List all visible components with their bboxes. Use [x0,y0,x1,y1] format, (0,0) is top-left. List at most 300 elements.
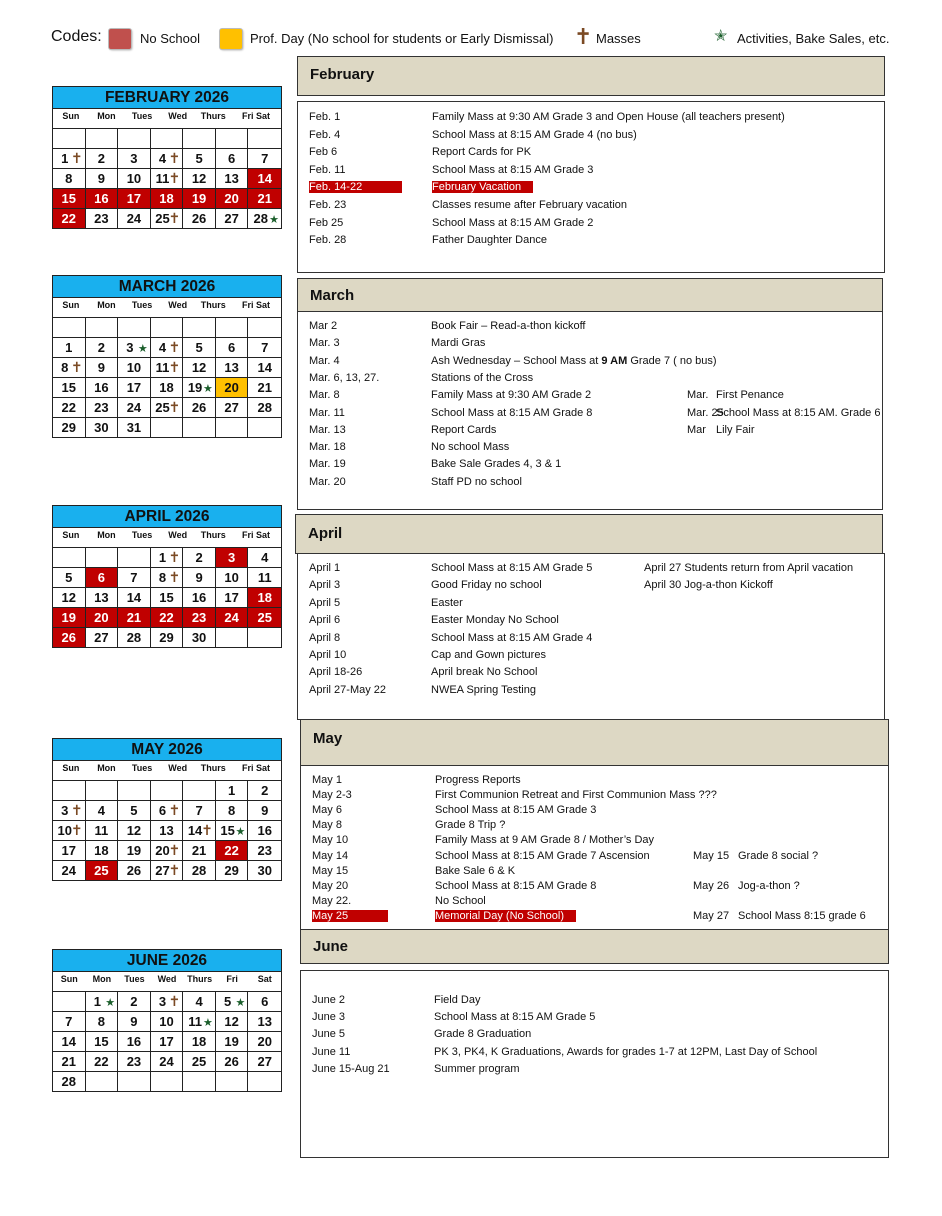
section-header-april [295,514,883,554]
day-number: 13 [257,1014,272,1029]
calendar-day [248,992,281,1012]
event-row [309,424,869,438]
calendar-day [86,861,119,881]
day-number: 21 [257,380,272,395]
day-number: 29 [159,630,174,645]
calendar-day [183,318,216,338]
day-number: 22 [61,211,77,226]
day-number: 20 [94,610,109,625]
day-number: 11 [94,823,109,838]
day-number: 27 [94,630,109,645]
event-date: Mar. 6, 13, 27. [309,371,380,384]
day-number: 18 [159,380,174,395]
event-text-secondary: Grade 8 social ? [738,849,819,862]
calendar-day [53,588,86,608]
calendar-day [151,358,184,378]
event-date: Feb. 11 [309,163,346,176]
event-text-part: Grade 7 ( no bus) [627,354,717,367]
event-date-secondary: May 27 [693,909,730,922]
day-number: 30 [191,630,207,645]
day-number: 10 [126,360,142,375]
day-number: 28 [61,1074,77,1089]
calendar-day [248,1012,281,1032]
event-date: June 11 [312,1045,351,1058]
calendar-day [86,1052,119,1072]
day-number: 29 [61,420,77,435]
weekday-label: Mon [97,111,116,121]
day-number: 26 [61,630,77,645]
calendar-day [151,1032,184,1052]
day-number: 20 [224,191,239,206]
calendar-day [151,418,184,438]
weekday-label: Wed [168,111,188,121]
day-number: 3 [126,340,134,355]
event-date: Feb. 1 [309,111,341,123]
calendar-day [118,338,151,358]
weekday-label: Mon [97,763,116,773]
day-number: 25 [94,863,109,878]
event-text-part: Stations of the Cross [431,371,534,384]
calendar-day [151,608,184,628]
event-text-part: Family Mass at 9 AM Grade 8 / Mother’s Day [435,834,655,847]
event-text-secondary: April 30 Jog-a-thon Kickoff [644,579,773,592]
event-text-part: Bake Sale 6 & K [435,864,516,877]
section-february [297,101,885,273]
event-text-part: First Communion Retreat and First Communion Mass ??? [435,789,717,802]
event-text-part: PK 3, PK4, K Graduations, Awards for grades 1-7 at 12PM, Last Day of School [434,1045,818,1058]
event-text [431,458,561,470]
star-icon: ★ [137,343,148,355]
event-text-part: Progress Reports [435,774,521,786]
event-text [432,217,593,229]
event-text-part: NWEA Spring Testing [431,683,536,696]
section-header-may [300,719,889,766]
event-text [432,129,637,141]
event-text [431,597,463,609]
cross-icon: ✝ [70,150,83,166]
cross-icon: ✝ [201,822,213,838]
calendar-day [151,149,184,169]
calendar-day [151,781,184,801]
day-number: 28 [257,400,272,415]
calendar-day [183,588,216,608]
event-text [434,1028,531,1040]
day-number: 8 [65,171,73,186]
calendar-day [151,821,184,841]
calendar-day [183,821,216,841]
calendar-day [216,781,249,801]
event-date: Mar. 19 [309,458,346,471]
codes-label: Codes: [51,28,102,45]
day-number: 22 [61,400,77,415]
event-text [435,910,576,922]
day-number: 16 [257,823,272,838]
calendar-day [248,821,281,841]
section-header-february [297,56,885,96]
event-date: April 5 [309,596,341,609]
day-number: 2 [261,783,269,798]
event-date: Mar. 13 [309,423,346,436]
weekday-label: Tues [131,300,153,310]
calendar-june [52,949,282,1092]
day-number: 2 [97,151,105,166]
calendar-day [86,801,119,821]
weekday-label: Wed [157,974,177,984]
cross-icon: ✝ [168,862,181,878]
day-number: 14 [126,590,142,605]
calendar-day [248,318,281,338]
day-number: 1 [61,151,69,166]
event-text-part: Grade 8 Graduation [434,1028,532,1041]
day-number: 7 [261,340,269,355]
activities-label: Activities, Bake Sales, etc. [737,31,890,46]
day-number: 15 [61,191,77,206]
event-row [309,684,869,698]
event-row [309,562,869,576]
event-date: May 15 [312,864,349,877]
weekday-label: Thurs [200,300,226,310]
calendar-day [151,841,184,861]
calendar-day [216,588,249,608]
event-row [312,1011,872,1025]
calendar-day [53,841,86,861]
day-number: 29 [224,863,239,878]
cross-icon: ✝ [168,842,181,858]
day-number: 12 [191,360,207,375]
day-number: 17 [224,590,239,605]
weekday-header [53,528,281,548]
calendar-day [151,209,184,229]
calendar-day [151,318,184,338]
calendar-day [248,548,281,568]
event-text-part: School Mass at 8:15 AM Grade 4 (no bus) [432,128,637,141]
event-row [309,389,869,403]
event-row [312,834,872,848]
event-row [312,1063,872,1077]
calendar-day [53,149,86,169]
calendar-day [118,169,151,189]
calendar-day [183,548,216,568]
event-text-part: Cap and Gown pictures [431,649,546,661]
weekday-header [53,972,281,992]
calendar-day [53,1012,86,1032]
section-title: May [313,730,343,747]
calendar-day [53,861,86,881]
calendar-day [86,129,119,149]
day-number: 17 [61,843,77,858]
event-date: June 2 [312,994,346,1006]
day-number: 3 [228,550,236,565]
event-text [431,649,546,661]
day-number: 4 [261,550,269,565]
event-text-part: Easter [431,596,463,609]
event-date: May 25 [312,910,388,922]
weekday-label: Tues [131,111,153,121]
day-number: 6 [228,340,236,355]
calendar-day [183,608,216,628]
day-number: 12 [224,1014,239,1029]
day-number: 22 [94,1054,109,1069]
calendar-day [248,861,281,881]
event-text-part: No School [435,894,486,907]
calendar-title: MAY 2026 [53,738,281,761]
event-text [431,424,496,436]
calendar-day [151,992,184,1012]
day-number: 1 [93,994,101,1009]
calendar-day [118,821,151,841]
calendar-february [52,86,282,229]
star-icon: ★ [202,1017,213,1029]
calendar-day [86,628,119,648]
calendar-day [53,169,86,189]
day-number: 18 [94,843,109,858]
day-number: 6 [158,803,167,818]
calendar-day [248,398,281,418]
weekday-label: Mon [97,300,116,310]
event-text-secondary: School Mass 8:15 grade 6 [738,909,866,922]
calendar-day [118,548,151,568]
calendar-day [183,338,216,358]
event-text [435,850,650,862]
event-text [432,199,627,211]
calendar-day [216,801,249,821]
event-text-part: School Mass at 8:15 AM Grade 8 [435,879,597,892]
day-number: 17 [126,380,142,395]
cross-icon: ✝ [168,170,181,186]
event-date: May 10 [312,834,349,847]
weekday-label: Fri [226,974,238,984]
event-row [309,476,869,490]
event-text-part: April break No School [431,666,538,679]
calendar-day [86,1012,119,1032]
event-text [432,111,785,123]
event-date: June 5 [312,1028,346,1041]
day-number: 18 [257,590,272,605]
calendar-day [183,1012,216,1032]
no-school-swatch [109,29,131,49]
day-number: 5 [130,803,138,818]
event-text-secondary: Lily Fair [716,423,755,436]
event-date: May 6 [312,804,342,817]
day-number: 4 [195,994,203,1009]
section-title: February [310,66,375,83]
calendar-day [151,189,184,209]
day-number: 21 [126,610,142,625]
event-row [312,910,872,924]
event-row [309,129,869,143]
event-date-secondary: May 15 [693,849,730,862]
day-number: 19 [126,843,142,858]
weekday-label: Thurs [200,763,226,773]
weekday-label: Mon [97,530,116,540]
calendar-day [118,378,151,398]
calendar-day [86,398,119,418]
event-text-part: School Mass at 8:15 AM Grade 7 Ascension [435,849,650,862]
calendar-day [183,149,216,169]
day-number: 27 [224,211,239,226]
calendar-title: APRIL 2026 [53,505,281,528]
day-number: 3 [158,994,167,1009]
calendar-day [183,378,216,398]
day-number: 2 [130,994,138,1009]
event-text-part: Book Fair – Read-a-thon kickoff [431,320,586,332]
calendar-day [86,1072,119,1092]
calendar-day [183,861,216,881]
calendar-day [118,628,151,648]
event-row [312,789,872,803]
calendar-day [53,821,86,841]
day-number: 27 [224,400,239,415]
day-number: 26 [126,863,142,878]
event-text-part: School Mass at 8:15 AM Grade 5 [431,562,593,574]
day-number: 22 [159,610,174,625]
event-row [309,111,869,125]
weekday-header [53,298,281,318]
day-number: 24 [159,1054,174,1069]
event-row [309,406,881,421]
calendar-day [118,588,151,608]
day-number: 23 [191,610,207,625]
calendar-day [248,189,281,209]
calendar-day [118,318,151,338]
prof-day-swatch [220,29,242,49]
calendar-day [86,568,119,588]
day-number: 19 [224,1034,239,1049]
day-number: 26 [224,1054,239,1069]
calendar-day [248,169,281,189]
section-title: March [310,287,355,304]
cross-icon: ✝ [70,359,83,375]
calendar-day [216,378,249,398]
calendar-day [53,548,86,568]
event-text-secondary: School Mass at 8:15 AM. Grade 6 [716,406,881,419]
calendar-day [86,189,119,209]
event-text-part: Memorial Day (No School) [435,909,564,922]
day-number: 24 [126,400,142,415]
day-number: 13 [224,360,239,375]
calendar-day [183,358,216,378]
calendar-day [216,568,249,588]
calendar-day [86,588,119,608]
event-text [431,562,592,574]
day-number: 16 [191,590,207,605]
calendar-day [118,568,151,588]
calendar-day [248,338,281,358]
cross-icon: ✝ [168,399,181,415]
calendar-day [216,338,249,358]
day-number: 15 [61,380,77,395]
calendar-day [86,821,119,841]
day-number: 16 [94,191,109,206]
calendar-day [53,801,86,821]
event-row [309,355,869,369]
day-number: 19 [61,610,77,625]
event-date: June 15-Aug 21 [312,1062,390,1075]
section-title: June [313,938,349,955]
calendar-day [118,129,151,149]
event-date: April 1 [309,562,341,574]
event-date: Mar. 8 [309,389,340,402]
calendar-day [248,1072,281,1092]
section-header-march [297,278,883,312]
calendar-day [216,1052,249,1072]
day-number: 27 [257,1054,272,1069]
day-number: 8 [158,570,167,585]
day-number: 16 [94,380,109,395]
calendar-day [86,992,119,1012]
event-row [312,865,872,879]
calendar-title: JUNE 2026 [53,949,281,972]
calendar-day [86,169,119,189]
calendar-day [151,801,184,821]
event-text-part: Good Friday no school [431,579,542,592]
event-date: Mar. 18 [309,441,346,454]
calendar-title: FEBRUARY 2026 [53,86,281,109]
event-date: April 18-26 [309,666,363,679]
calendar-day [53,338,86,358]
event-text [435,880,596,892]
event-text-part: School Mass at 8:15 AM Grade 5 [434,1011,596,1024]
day-number: 13 [224,171,239,186]
calendar-day [53,608,86,628]
event-date: Mar. 11 [309,406,345,419]
event-text-secondary: First Penance [716,389,784,402]
day-number: 25 [155,400,170,415]
event-date: Feb. 28 [309,234,347,247]
weekday-label: Sun [60,974,78,984]
event-text-part: Bake Sale Grades 4, 3 & 1 [431,458,562,471]
day-number: 4 [158,340,167,355]
cross-icon: ✝ [168,549,181,565]
calendar-day [183,129,216,149]
calendar-day [151,1072,184,1092]
calendar-day [151,1012,184,1032]
calendar-day [118,608,151,628]
day-number: 30 [94,420,109,435]
weekday-label: Mon [92,974,112,984]
event-date-secondary: May 26 [693,879,730,892]
day-number: 10 [224,570,239,585]
weekday-label: Sat [257,974,272,984]
event-row [309,579,869,593]
day-number: 13 [94,590,109,605]
event-row [312,1046,872,1060]
event-row [309,372,869,386]
event-text-part: Ash Wednesday – School Mass at [431,354,602,367]
calendar-day [118,1072,151,1092]
event-date: May 22. [312,894,352,907]
calendar-day [248,841,281,861]
day-number: 12 [191,171,207,186]
calendar-day [53,129,86,149]
event-text [435,789,717,801]
calendar-day [216,992,249,1012]
weekday-label: Tues [131,530,153,540]
event-row [312,994,872,1008]
event-text [431,684,536,696]
calendar-title: MARCH 2026 [53,275,281,298]
event-date: April 6 [309,614,341,627]
calendar-day [248,129,281,149]
calendar-day [183,568,216,588]
calendar-day [53,398,86,418]
event-row [312,880,872,894]
calendar-day [248,378,281,398]
section-april [297,553,885,720]
day-number: 5 [195,151,203,166]
event-row [312,850,872,864]
day-number: 4 [158,151,167,166]
